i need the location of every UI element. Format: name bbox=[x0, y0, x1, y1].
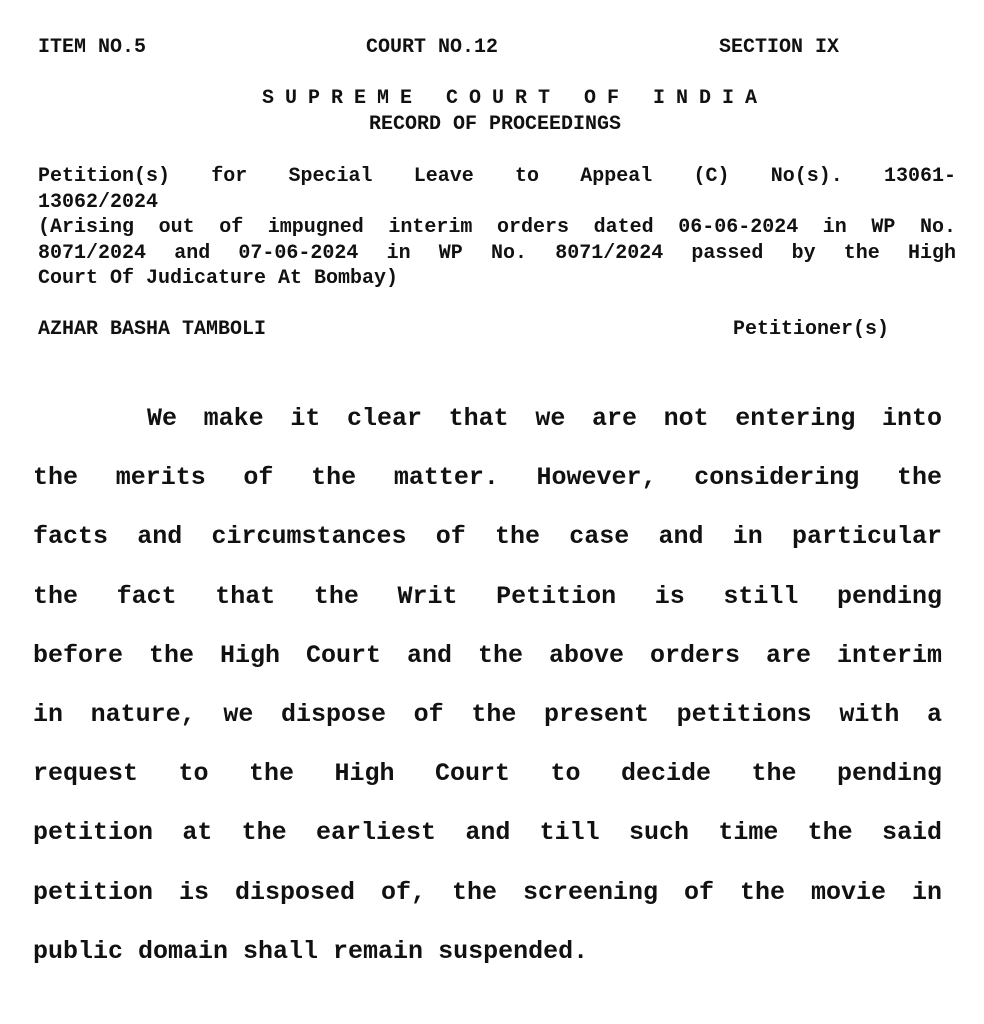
order-line: We make it clear that we are not entering into bbox=[147, 404, 942, 433]
case-line: 13062/2024 bbox=[38, 190, 159, 214]
case-line: Court Of Judicature At Bombay) bbox=[38, 267, 399, 290]
case-line: Petition(s) for Special Leave to Appeal (C) No(s). 13061- bbox=[38, 165, 956, 188]
order-line: the merits of the matter. However, considering the bbox=[33, 463, 942, 493]
order-line: facts and circumstances of the case and in particular bbox=[33, 522, 942, 552]
order-line: petition at the earliest and till such time the said bbox=[33, 818, 942, 848]
court-number: COURT NO.12 bbox=[366, 36, 499, 59]
case-line: (Arising out of impugned interim orders dated 06-06-2024 in WP No. bbox=[38, 216, 956, 239]
order-line: public domain shall remain suspended. bbox=[33, 936, 589, 966]
order-line: in nature, we dispose of the present petitions with a bbox=[33, 700, 942, 730]
case-line: 8071/2024 and 07-06-2024 in WP No. 8071/2024 passed by the High bbox=[38, 241, 956, 265]
order-line: request to the High Court to decide the pending bbox=[33, 759, 942, 789]
order-line: before the High Court and the above orders are interim bbox=[33, 640, 942, 670]
order-line: the fact that the Writ Petition is still pending bbox=[33, 581, 942, 611]
record-title: RECORD OF PROCEEDINGS bbox=[368, 113, 622, 136]
section-label: SECTION IX bbox=[719, 36, 840, 59]
petitioner-name: AZHAR BASHA TAMBOLI bbox=[38, 318, 267, 341]
order-paragraph bbox=[33, 389, 942, 981]
order-line: petition is disposed of, the screening of the movie in bbox=[33, 877, 942, 907]
item-number: ITEM NO.5 bbox=[38, 36, 147, 59]
court-name: SUPREME COURT OF INDIA bbox=[261, 87, 769, 110]
petitioner-role: Petitioner(s) bbox=[733, 318, 890, 341]
case-details bbox=[38, 164, 956, 292]
